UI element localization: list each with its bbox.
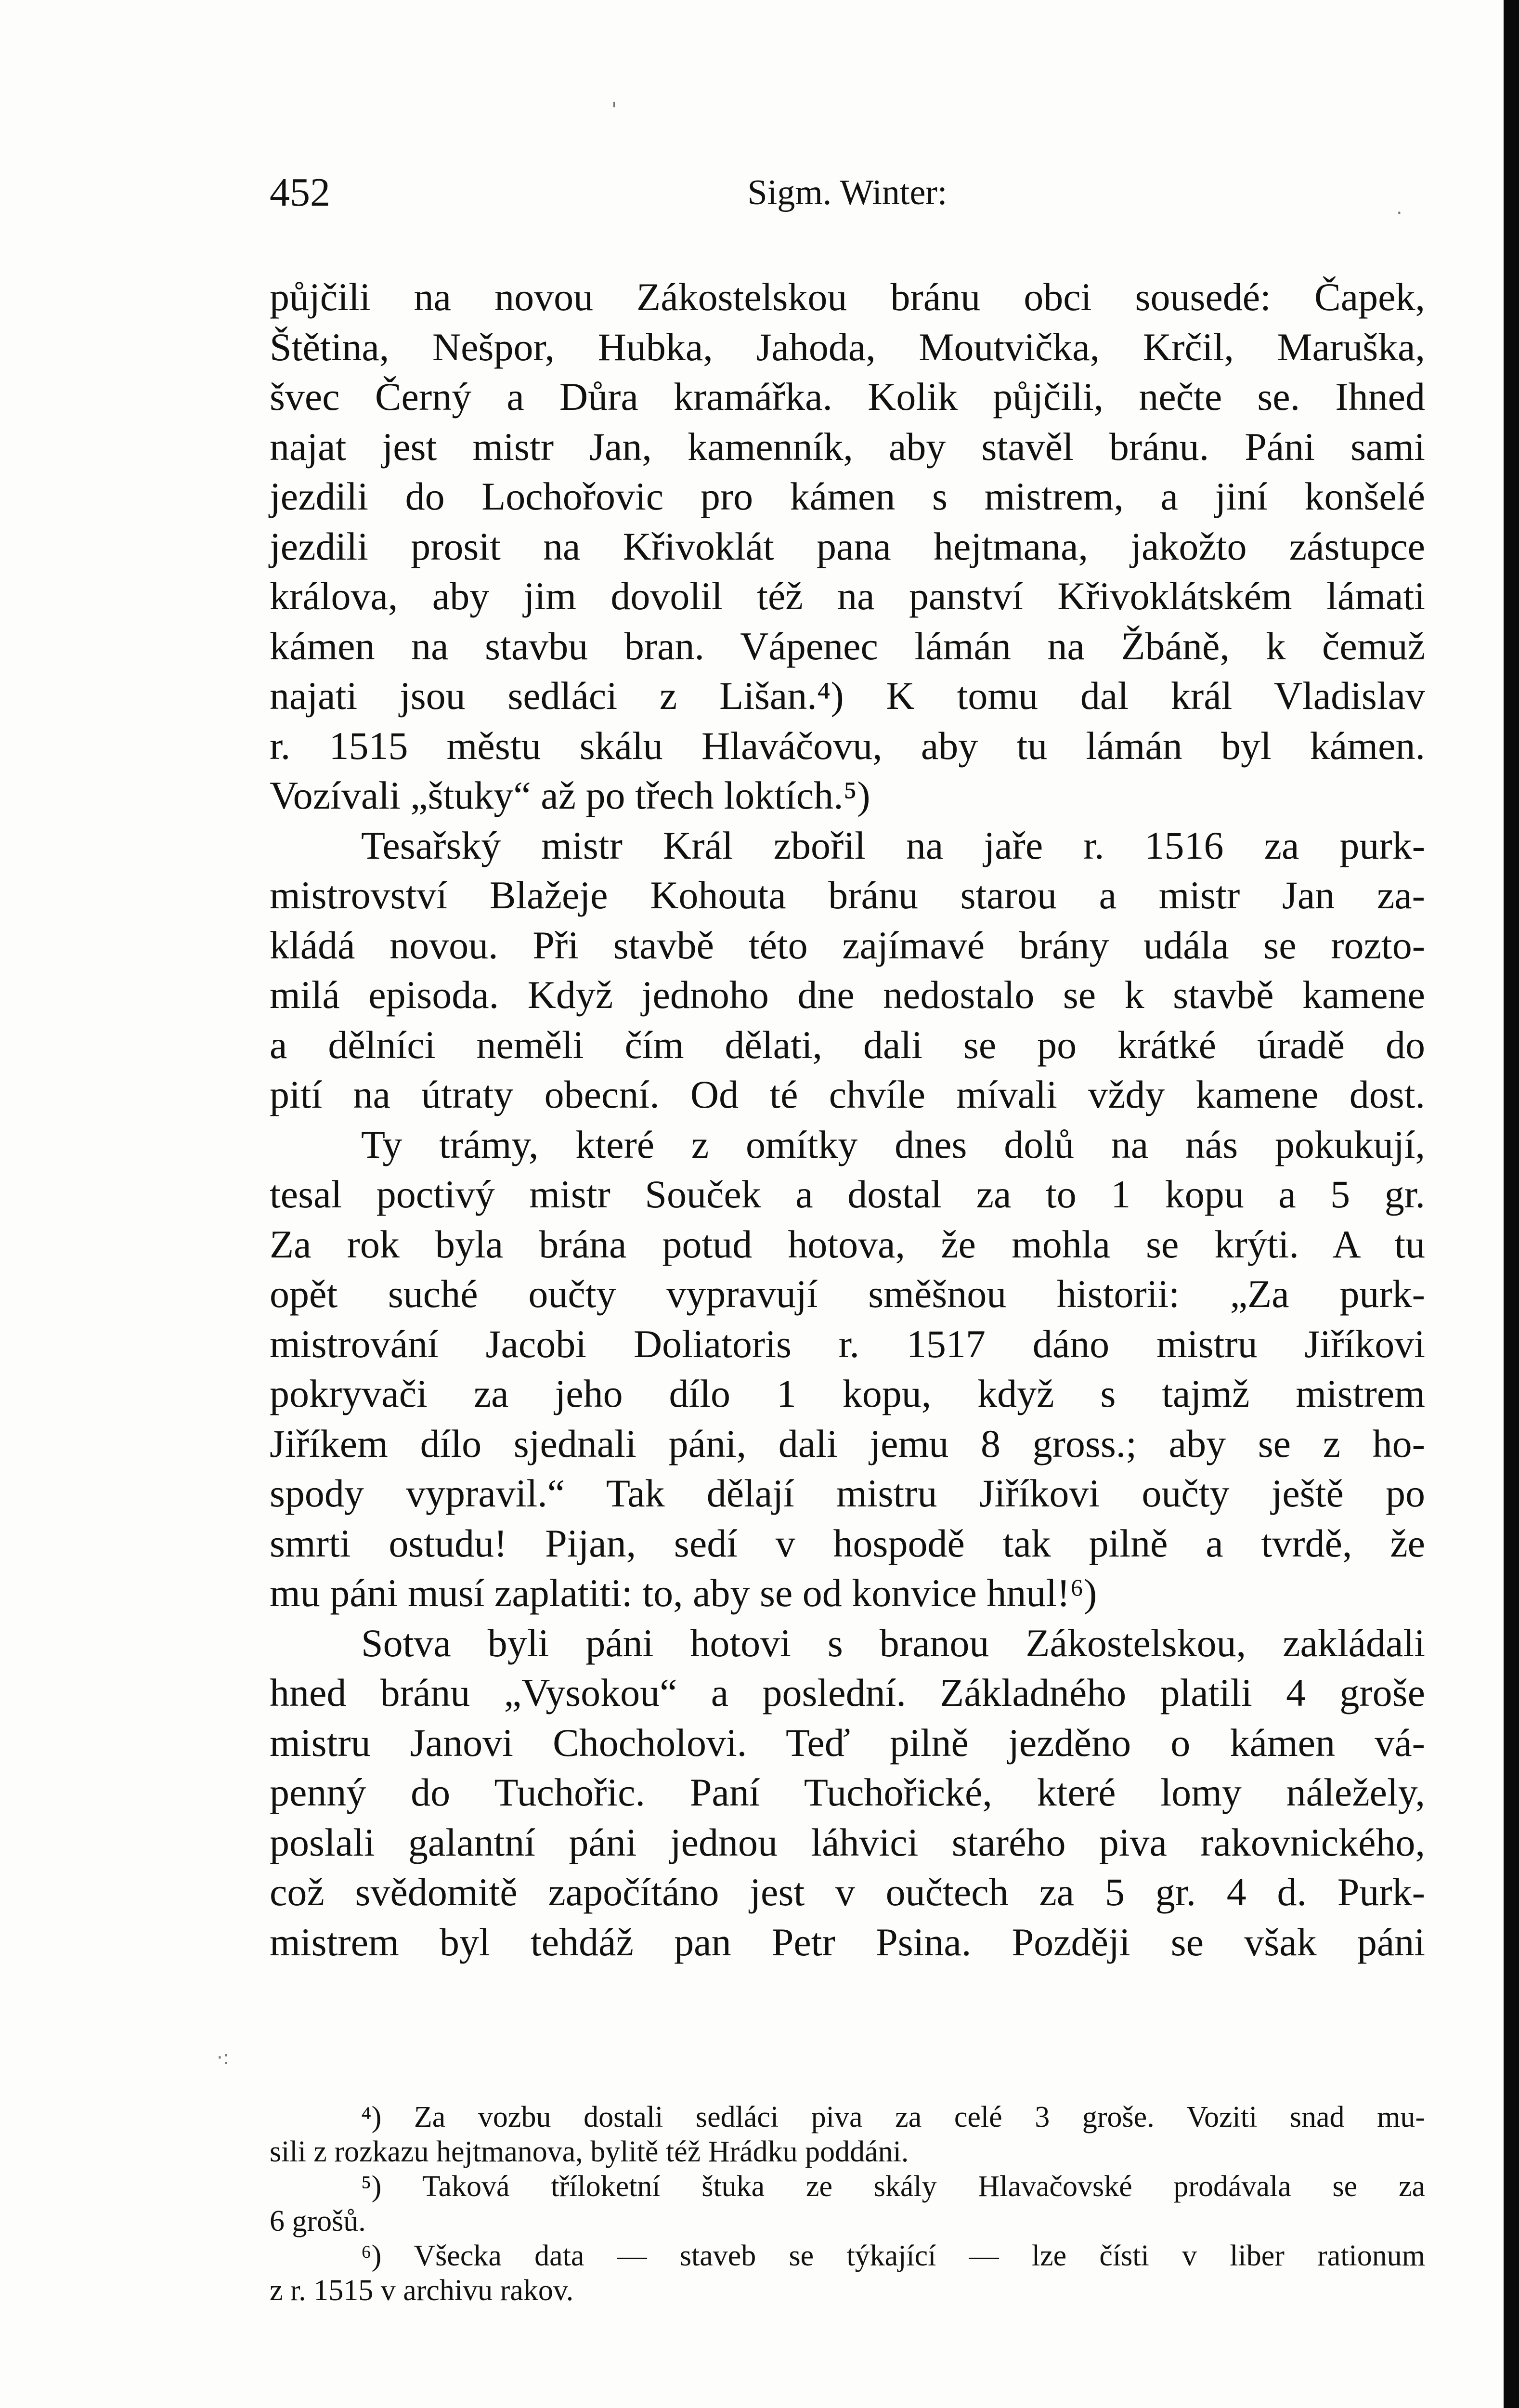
footnote [270, 2238, 1425, 2308]
footnotes [270, 2100, 1425, 2308]
scan-speck: ·: [217, 2047, 230, 2069]
footnote-line: 6 grošů. [270, 2205, 366, 2238]
text-line: najat jest mistr Jan, kamenník, aby stavěl bránu. Páni sami [270, 424, 1425, 469]
text-line: pokryvači za jeho dílo 1 kopu, když s tajmž mistrem [270, 1372, 1425, 1415]
text-line: Štětina, Nešpor, Hubka, Jahoda, Moutvička, Krčil, Maruška, [270, 325, 1425, 369]
text-line: poslali galantní páni jednou láhvici starého piva rakovnického, [270, 1820, 1425, 1864]
footnote [270, 2100, 1425, 2169]
footnote [270, 2169, 1425, 2238]
page-number: 452 [270, 170, 330, 215]
running-head: Sigm. Winter: [747, 173, 948, 212]
text-line: Tesařský mistr Král zbořil na jaře r. 1516 za purk- [361, 823, 1425, 867]
text-line: mistru Janovi Chocholovi. Teď pilně jezděno o kámen vá- [270, 1720, 1425, 1765]
scan-border [1504, 0, 1519, 2408]
footnote-line: ⁶) Všecka data — staveb se týkající — lze čísti v liber rationum [361, 2239, 1425, 2272]
text-line: opět suché oučty vypravují směšnou historii: „Za purk- [270, 1272, 1425, 1316]
footnote-line: ⁵) Taková tříloketní štuka ze skály Hlavačovské prodávala se za [361, 2170, 1425, 2203]
footnote-line: z r. 1515 v archivu rakov. [270, 2274, 574, 2307]
text-line: mistrovství Blažeje Kohouta bránu starou a mistr Jan za- [270, 873, 1425, 917]
text-line: půjčili na novou Zákostelskou bránu obci sousedé: Čapek, [270, 275, 1425, 319]
paragraph [270, 821, 1425, 1120]
paragraph [270, 1120, 1425, 1618]
text-line: penný do Tuchořic. Paní Tuchořické, které lomy náležely, [270, 1770, 1425, 1814]
text-line: mistrování Jacobi Doliatoris r. 1517 dáno mistru Jiříkovi [270, 1322, 1425, 1366]
text-line: a dělníci neměli čím dělati, dali se po krátké úradě do [270, 1022, 1425, 1067]
text-line: pití na útraty obecní. Od té chvíle mívali vždy kamene dost. [270, 1073, 1425, 1116]
text-line: švec Černý a Důra kramářka. Kolik půjčili, nečte se. Ihned [270, 375, 1425, 419]
text-line: Sotva byli páni hotovi s branou Zákostelskou, zakládali [361, 1621, 1425, 1665]
text-line: najati jsou sedláci z Lišan.⁴) K tomu dal král Vladislav [270, 674, 1425, 718]
footnote-line: ⁴) Za vozbu dostali sedláci piva za celé 3 groše. Voziti snad mu- [361, 2101, 1425, 2133]
text-line: jezdili do Lochořovic pro kámen s mistrem, a jiní konšelé [270, 474, 1425, 518]
text-line: smrti ostudu! Pijan, sedí v hospodě tak pilně a tvrdě, že [270, 1521, 1425, 1565]
footnote-line: sili z rozkazu hejtmanova, bylitě též Hrádku poddáni. [270, 2135, 909, 2168]
text-line: Ty trámy, které z omítky dnes dolů na nás pokukují, [361, 1122, 1425, 1166]
text-line: Za rok byla brána potud hotova, že mohla se krýti. A tu [270, 1222, 1425, 1266]
text-line: Vozívali „štuky“ až po třech loktích.⁵) [270, 773, 870, 817]
text-line: jezdili prosit na Křivoklát pana hejtmana, jakožto zástupce [270, 524, 1425, 568]
paragraph [270, 1618, 1425, 1967]
page-header [270, 166, 1425, 234]
text-line: králova, aby jim dovolil též na panství Křivoklátském lámati [270, 574, 1425, 618]
text-line: což svědomitě započítáno jest v oučtech za 5 gr. 4 d. Purk- [270, 1870, 1425, 1914]
text-line: r. 1515 městu skálu Hlaváčovu, aby tu lámán byl kámen. [270, 723, 1425, 768]
text-line: Jiříkem dílo sjednali páni, dali jemu 8 gross.; aby se z ho- [270, 1421, 1425, 1466]
text-line: kámen na stavbu bran. Vápenec lámán na Žbáně, k čemuž [270, 624, 1425, 668]
text-line: mistrem byl tehdáž pan Petr Psina. Později se však páni [270, 1920, 1425, 1964]
text-line: tesal poctivý mistr Souček a dostal za to 1 kopu a 5 gr. [270, 1172, 1425, 1216]
scan-speck: · [1396, 202, 1402, 224]
text-line: milá episoda. Když jednoho dne nedostalo se k stavbě kamene [270, 973, 1425, 1017]
main-text [270, 272, 1425, 1967]
text-line: kládá novou. Při stavbě této zajímavé brány udála se rozto- [270, 923, 1425, 967]
text-line: mu páni musí zaplatiti: to, aby se od konvice hnul!⁶) [270, 1571, 1097, 1615]
text-line: spody vypravil.“ Tak dělají mistru Jiříkovi oučty ještě po [270, 1471, 1425, 1515]
text-line: hned bránu „Vysokou“ a poslední. Základného platili 4 groše [270, 1671, 1425, 1714]
scan-speck: ' [611, 99, 617, 121]
paragraph [270, 272, 1425, 821]
